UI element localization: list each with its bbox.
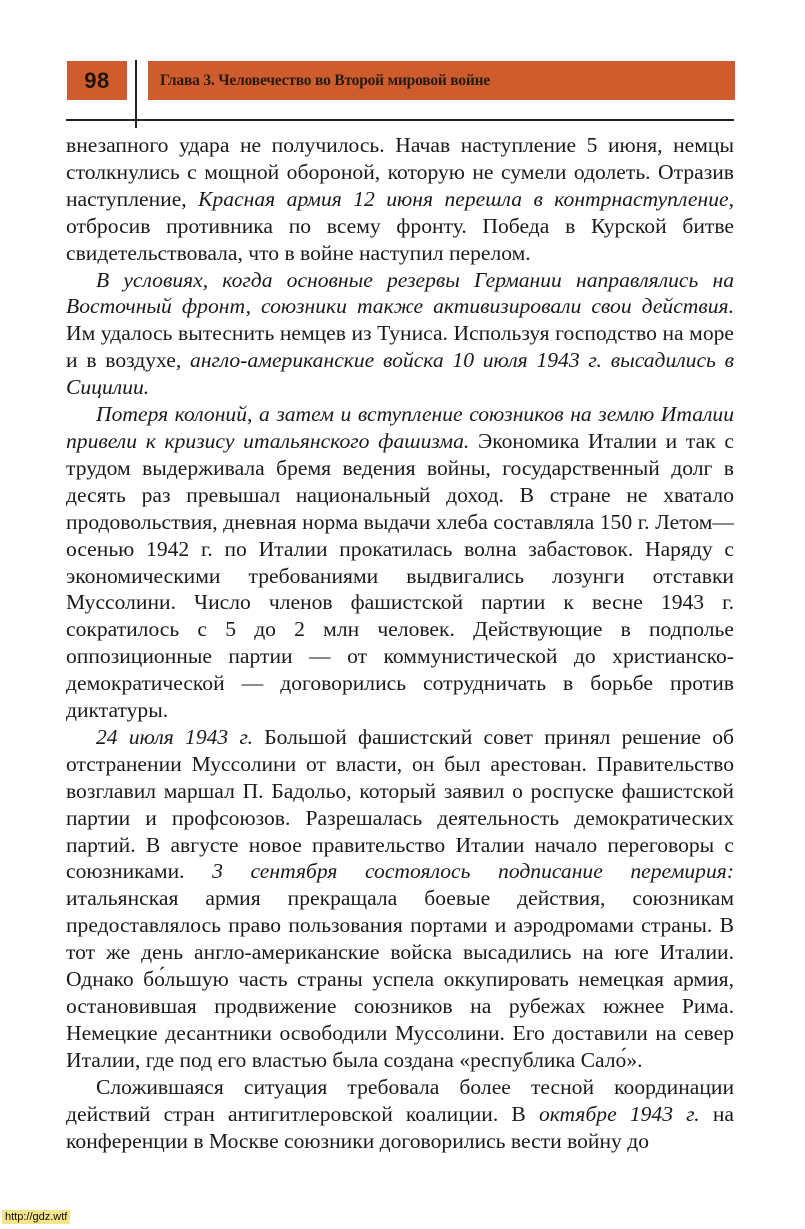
body-text — [66, 132, 734, 1154]
header-horizontal-rule — [66, 119, 734, 121]
paragraph — [66, 401, 734, 724]
italic-run: 3 сентября состоялось подписание перемирия: — [212, 859, 735, 884]
italic-run: октябре 1943 г. — [538, 1101, 700, 1126]
page-number-box — [67, 61, 127, 100]
text-run: Сложившаяся ситуация требовала более тесной координации действий стран антигитлеровской коалиции. В — [66, 1074, 734, 1126]
paragraph — [66, 267, 734, 402]
text-run: Им удалось вытеснить немцев из Туниса. Используя господство на море и в воздухе, — [66, 321, 734, 373]
text-run: внезапного удара не получилось. Начав наступление 5 июня, немцы столкнулись с мощной обороной, которую не сумели одолеть. Отразив наступление, — [66, 133, 734, 211]
text-run: Большой фашистский совет принял решение об отстранении Муссолини от власти, он был арестован. Правительство возглавил маршал П. Бадольо, который заявил о роспуске фашистской партии и профсоюзов. Разрешалась деятельность демократических партий. В августе новое правительство Италии начало переговоры с союзниками. — [66, 724, 734, 884]
paragraph — [66, 724, 734, 1074]
chapter-title: Глава 3. Человечество во Второй мировой войне — [160, 71, 491, 89]
page-number: 98 — [84, 67, 110, 93]
paragraph — [66, 132, 734, 267]
chapter-header-bar — [148, 61, 735, 100]
watermark-link[interactable]: http://gdz.wtf — [2, 1210, 70, 1224]
text-run: Экономика Италии и так с трудом выдерживала бремя ведения войны, государственный долг в десять раз превышал национальный доход. В стране не хватало продовольствия, дневная норма выдачи хлеба составляла 150 г. Летом—осенью 1942 г. по Италии прокатилась волна забастовок. Наряду с экономическими требованиями выдвигались лозунги отставки Муссолини. Число членов фашистской партии к весне 1943 г. сократилось с 5 до 2 млн человек. Действующие в подполье оппозиционные партии — от коммунистической до христианско-демократической — договорились сотрудничать в борьбе против диктатуры. — [66, 428, 734, 723]
text-run: итальянская армия прекращала боевые действия, союзникам предоставлялось право пользования портами и аэродромами страны. В тот же день англо-американские войска высадились на юге Италии. Однако бо́льшую часть страны успела оккупировать немецкая армия, остановившая продвижение союзников на рубежах южнее Рима. Немецкие десантники освободили Муссолини. Его доставили на север Италии, где под его властью была создана «республика Сало́». — [66, 886, 734, 1072]
header-vertical-divider — [135, 60, 137, 128]
italic-run: англо-американские войска 10 июля 1943 г. высадились в Сицилии. — [66, 348, 734, 400]
italic-run: В условиях, когда основные резервы Германии направлялись на Восточный фронт, союзники также активизировали свои действия. — [66, 267, 734, 319]
text-run: отбросив противника по всему фронту. Победа в Курской битве свидетельствовала, что в войне наступил перелом. — [66, 213, 734, 265]
italic-run: Потеря колоний, а затем и вступление союзников на землю Италии привели к кризису итальянского фашизма. — [66, 402, 734, 453]
italic-run: 24 июля 1943 г. — [96, 724, 254, 749]
text-run: на конференции в Москве союзники договорились вести войну до — [66, 1101, 734, 1153]
italic-run: Красная армия 12 июня перешла в контрнаступление, — [198, 186, 735, 211]
paragraph — [66, 1074, 734, 1155]
